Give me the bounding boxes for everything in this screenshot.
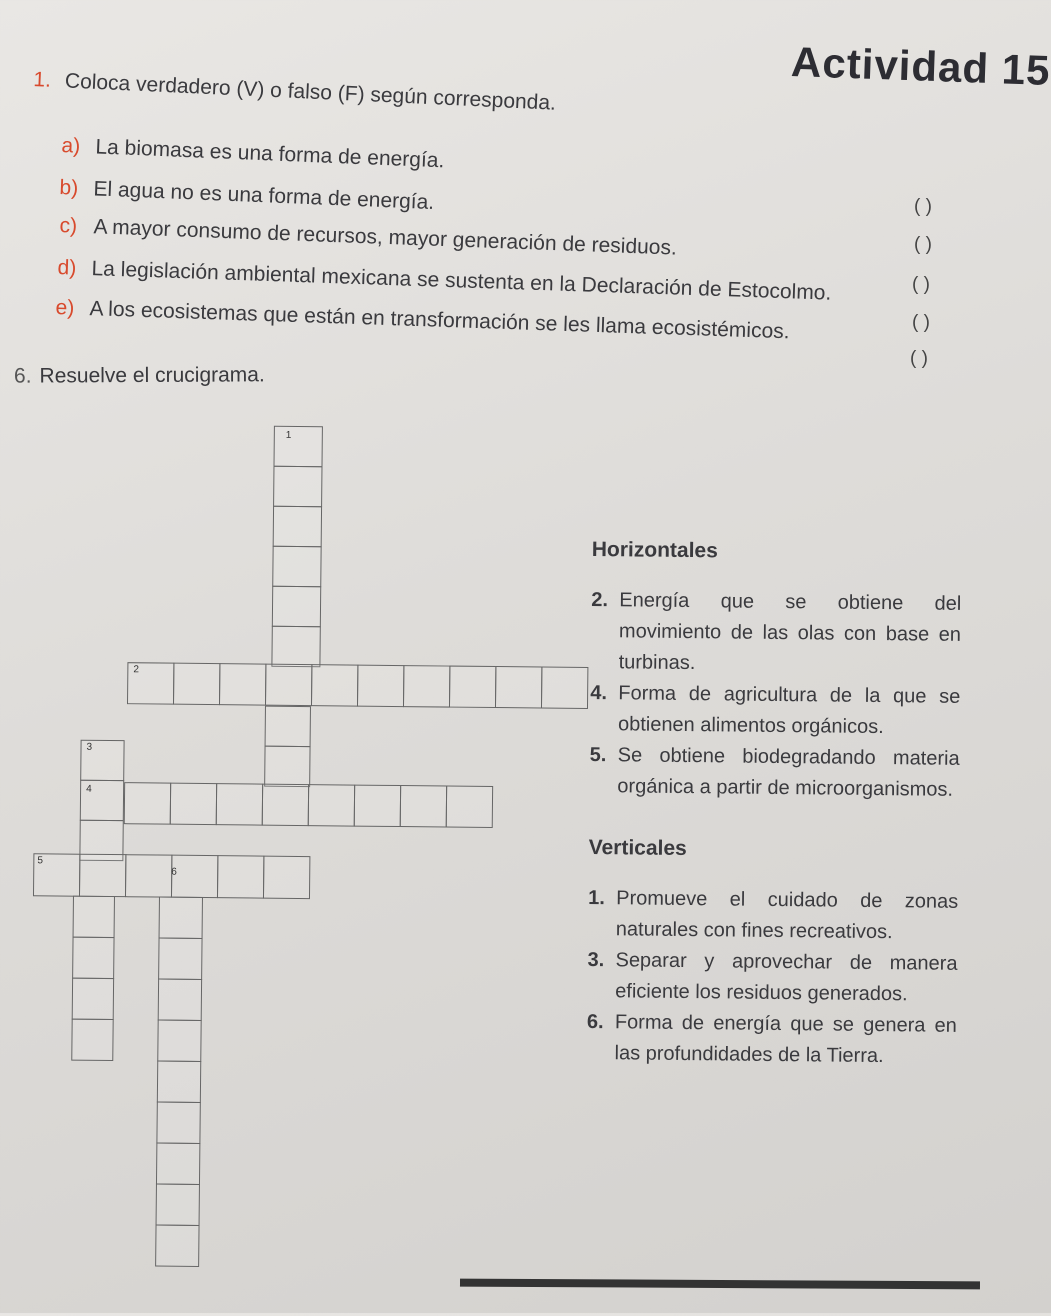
crossword-cell[interactable] [216,783,263,825]
statement-letter: b) [59,176,79,200]
crossword-cell[interactable] [155,1225,199,1267]
crossword-cell[interactable] [264,746,310,787]
crossword-cell-number: 3 [86,741,93,753]
clue-number: 4. [590,681,608,705]
clue-text: Promueve el cuidado de zonas naturales con fines recreativos. [615,887,959,944]
crossword-cell[interactable] [273,466,322,508]
clue-number: 3. [587,948,605,972]
crossword-cell[interactable] [79,854,126,897]
vertical-clue-1 [588,883,959,949]
crossword-cell[interactable] [271,626,320,668]
crossword-cell[interactable] [171,855,218,898]
crossword-cell[interactable] [71,1019,113,1061]
clue-number: 1. [588,886,605,910]
instruction-1-text: Coloca verdadero (V) o falso (F) según corresponda. [64,69,557,115]
crossword-cell[interactable] [217,855,264,898]
crossword-cell[interactable] [159,897,203,939]
crossword-cell[interactable] [400,785,447,827]
clue-text: Forma de agricultura de la que se obtienen alimentos orgánicos. [617,682,961,739]
crossword-cell[interactable] [72,978,114,1020]
crossword-cell-number: 6 [171,866,177,878]
crossword-cell[interactable] [158,979,202,1021]
crossword-cell[interactable] [541,667,588,709]
horizontal-clue-5 [589,740,960,806]
crossword-cell[interactable] [173,663,220,705]
crossword-cell[interactable] [495,666,542,708]
answer-blank-b[interactable]: ( ) [914,234,932,255]
statement-letter: a) [61,134,81,158]
crossword-cell[interactable] [72,937,114,979]
clues-panel [586,534,962,1073]
crossword-cell[interactable] [308,784,355,826]
crossword-cell[interactable] [124,782,171,824]
answer-blank-e[interactable]: ( ) [910,348,928,369]
crossword-cell[interactable] [125,854,172,897]
crossword-cell[interactable] [311,664,358,706]
crossword-cell-number: 5 [37,855,43,867]
crossword-cell[interactable] [219,663,266,705]
crossword-cell[interactable] [158,938,202,980]
crossword-cell[interactable] [272,586,321,628]
statement-letter: e) [55,296,75,320]
crossword-cell[interactable] [265,706,311,747]
crossword-cell[interactable] [263,856,310,899]
activity-title: Actividad 15 [790,38,1051,95]
answer-blank-a[interactable]: ( ) [914,196,932,217]
clue-text: Separar y aprovechar de manera eficiente los residuos generados. [615,949,958,1006]
statement-letter: d) [57,256,77,280]
statement-text: A los ecosistemas que están en transformación se les llama ecosistémicos. [89,297,790,344]
crossword-cell[interactable] [265,664,312,706]
instruction-6-text: Resuelve el crucigrama. [39,363,265,388]
horizontal-clue-4 [590,678,961,744]
horizontal-clues-title: Horizontales [591,537,718,563]
crossword-cell[interactable] [273,426,322,468]
crossword-cell[interactable] [446,786,493,828]
statement-text: El agua no es una forma de energía. [93,177,435,215]
crossword-cell-number: 4 [86,783,92,795]
statement-text: La legislación ambiental mexicana se sustenta en la Declaración de Estocolmo. [91,257,832,305]
instruction-6-number: 6. [13,364,32,388]
instruction-1-number: 1. [32,68,52,92]
vertical-clue-6 [586,1007,957,1073]
clue-number: 6. [586,1010,604,1034]
answer-blank-d[interactable]: ( ) [912,312,930,333]
vertical-clues-title: Verticales [588,835,687,861]
clue-text: Energía que se obtiene del movimiento de las olas con base en turbinas. [618,589,962,675]
crossword-cell[interactable] [157,1020,201,1062]
crossword-cell[interactable] [156,1143,200,1185]
crossword-cell-number: 1 [285,429,292,441]
clue-text: Se obtiene biodegradando materia orgánica a partir de microorganismos. [617,744,960,801]
clue-number: 2. [591,588,609,612]
crossword-cell[interactable] [262,784,309,826]
statement-text: A mayor consumo de recursos, mayor generación de residuos. [93,215,678,260]
statement-text: La biomasa es una forma de energía. [95,135,445,173]
crossword-cell[interactable] [170,783,217,825]
clue-text: Forma de energía que se genera en las profundidades de la Tierra. [614,1011,957,1068]
crossword-cell[interactable] [357,665,404,707]
clue-number: 5. [589,743,607,767]
vertical-clue-3 [587,945,958,1011]
crossword-cell-number: 2 [133,664,139,676]
answer-blank-c[interactable]: ( ) [912,274,930,295]
crossword-cell[interactable] [449,666,496,708]
crossword-cell[interactable] [273,506,322,548]
crossword-cell[interactable] [157,1061,201,1103]
crossword-cell[interactable] [403,665,450,707]
horizontal-clue-2 [590,585,961,682]
crossword-cell[interactable] [354,785,401,827]
crossword-cell[interactable] [156,1102,200,1144]
crossword-cell[interactable] [73,896,115,938]
statement-letter: c) [59,214,78,238]
crossword-cell[interactable] [156,1184,200,1226]
crossword-cell[interactable] [272,546,321,588]
